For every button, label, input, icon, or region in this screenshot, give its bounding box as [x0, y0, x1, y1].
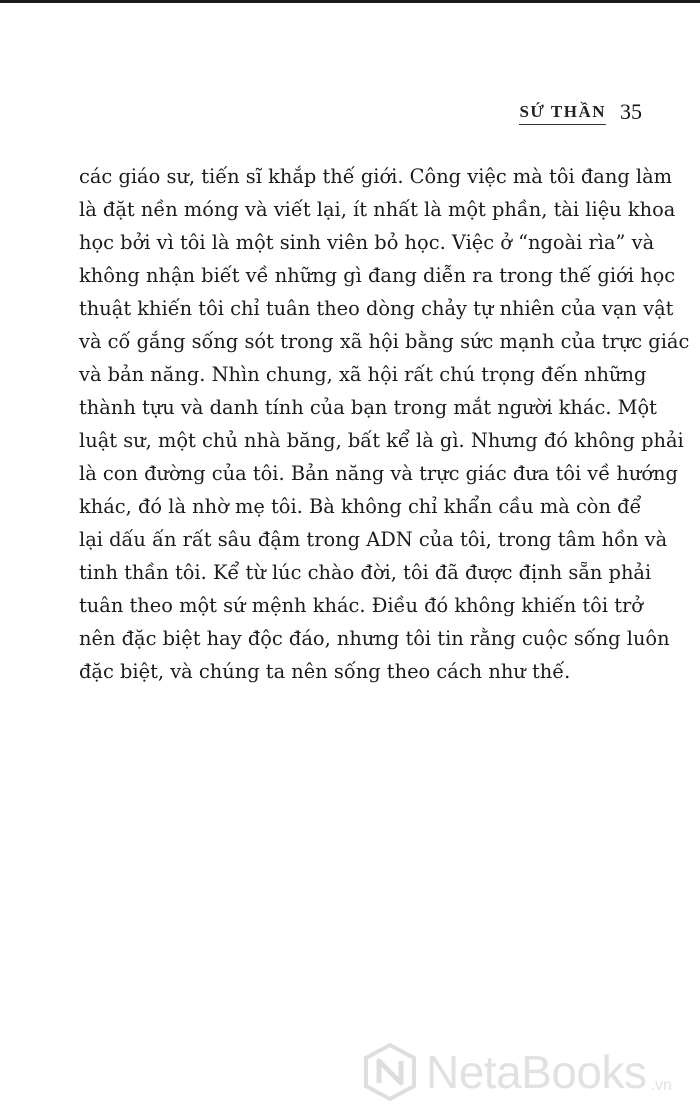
- text-line: luật sư, một chủ nhà băng, bất kể là gì. Nhưng đó không phải: [79, 429, 684, 452]
- text-line: nên đặc biệt hay độc đáo, nhưng tôi tin rằng cuộc sống luôn: [79, 627, 670, 650]
- top-border: [0, 0, 700, 3]
- running-title: SỨ THẦN: [519, 102, 606, 125]
- text-line: thành tựu và danh tính của bạn trong mắt người khác. Một: [79, 396, 657, 419]
- text-line: khác, đó là nhờ mẹ tôi. Bà không chỉ khẩn cầu mà còn để: [79, 495, 642, 518]
- page-number: 35: [620, 99, 642, 124]
- text-line: và cố gắng sống sót trong xã hội bằng sức mạnh của trực giác: [79, 330, 690, 353]
- body-paragraph: [79, 160, 690, 688]
- text-line: là đặt nền móng và viết lại, ít nhất là một phần, tài liệu khoa: [79, 198, 676, 221]
- watermark: [364, 1043, 672, 1101]
- text-line: tuân theo một sứ mệnh khác. Điều đó không khiến tôi trở: [79, 594, 643, 617]
- text-line: thuật khiến tôi chỉ tuân theo dòng chảy tự nhiên của vạn vật: [79, 297, 674, 320]
- text-line: các giáo sư, tiến sĩ khắp thế giới. Công việc mà tôi đang làm: [79, 165, 673, 188]
- watermark-brand: NetaBooks: [426, 1046, 647, 1098]
- netabooks-logo-icon: [364, 1043, 416, 1101]
- text-line: học bởi vì tôi là một sinh viên bỏ học. Việc ở “ngoài rìa” và: [79, 231, 655, 254]
- text-line: tinh thần tôi. Kể từ lúc chào đời, tôi đã được định sẵn phải: [79, 561, 652, 584]
- watermark-suffix: .vn: [650, 1077, 672, 1094]
- page-header: [519, 100, 642, 125]
- text-line: lại dấu ấn rất sâu đậm trong ADN của tôi, trong tâm hồn và: [79, 528, 668, 551]
- text-line: đặc biệt, và chúng ta nên sống theo cách như thế.: [79, 660, 571, 683]
- text-line: và bản năng. Nhìn chung, xã hội rất chú trọng đến những: [79, 363, 647, 386]
- text-line: là con đường của tôi. Bản năng và trực giác đưa tôi về hướng: [79, 462, 678, 485]
- text-line: không nhận biết về những gì đang diễn ra trong thế giới học: [79, 264, 676, 287]
